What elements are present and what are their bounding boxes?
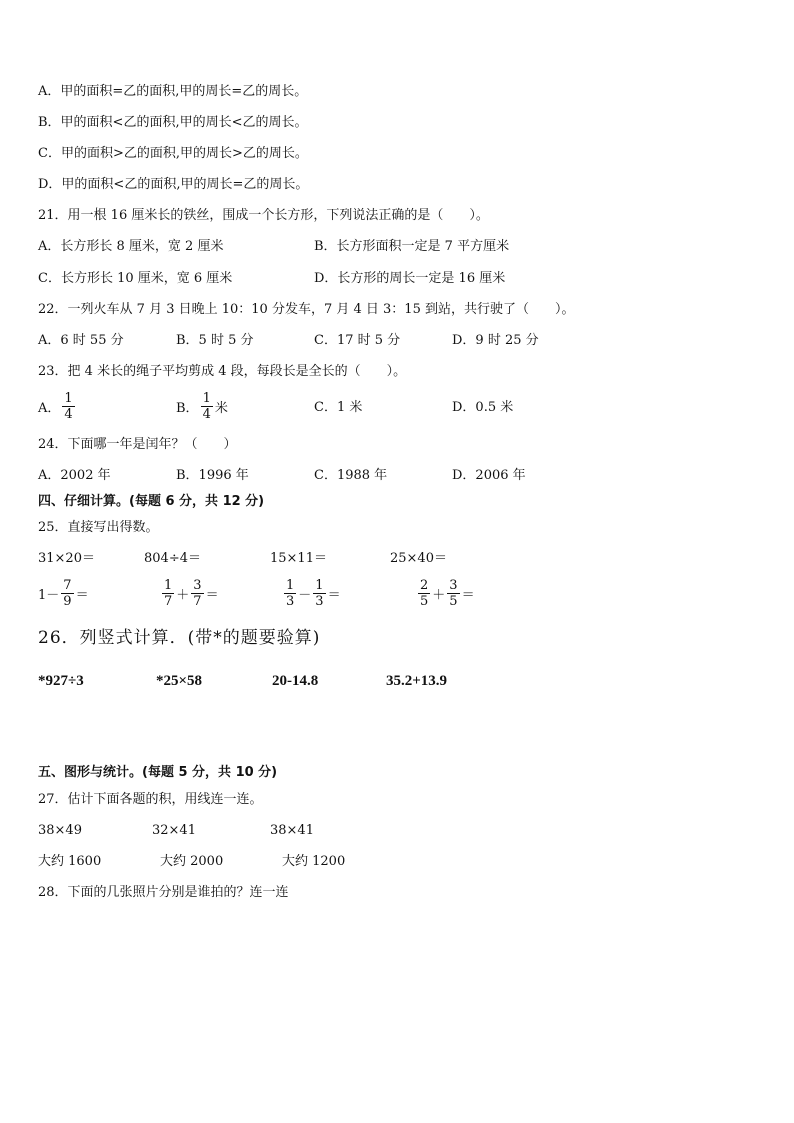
denominator: 4: [202, 407, 211, 422]
numerator: 3: [193, 578, 202, 593]
numerator: 3: [449, 578, 458, 593]
operator: ＋: [432, 588, 446, 603]
fraction: [201, 391, 213, 422]
q23-option-b-label: B．: [176, 401, 199, 416]
fraction: [191, 578, 203, 609]
q25-fraction-expr-2: [160, 578, 219, 609]
denominator: 9: [63, 594, 72, 609]
q26-item-2: *25×58: [156, 673, 203, 689]
q26-item-1: *927÷3: [38, 673, 84, 689]
q28-stem: 28．下面的几张照片分别是谁拍的？连一连: [38, 885, 289, 900]
denominator: 7: [164, 594, 173, 609]
q21-stem: 21．用一根 16 厘米长的铁丝，围成一个长方形，下列说法正确的是（ ）。: [38, 208, 489, 223]
q21-option-b: B．长方形面积一定是 7 平方厘米: [314, 239, 510, 254]
q26-item-4: 35.2+13.9: [386, 673, 448, 689]
q23-option-a: [38, 391, 77, 422]
q20-option-a: A．甲的面积=乙的面积,甲的周长=乙的周长。: [38, 84, 308, 99]
q23-stem: 23．把 4 米长的绳子平均剪成 4 段，每段长是全长的（ ）。: [38, 364, 407, 379]
numerator: 2: [420, 578, 429, 593]
section-5-heading: 五、图形与统计。(每题 5 分，共 10 分): [38, 765, 278, 780]
fraction: [284, 578, 296, 609]
unit: 米: [214, 401, 228, 416]
q27-estimate-1: 大约 1600: [38, 854, 102, 869]
q24-stem: 24．下面哪一年是闰年？（ ）: [38, 437, 237, 452]
numerator: 1: [286, 578, 295, 593]
q20-option-d: D．甲的面积<乙的面积,甲的周长=乙的周长。: [38, 177, 309, 192]
q25-fraction-expr-1: [38, 578, 89, 609]
fraction: [447, 578, 459, 609]
equals-sign: ＝: [75, 588, 89, 603]
q25-fraction-expr-4: [416, 578, 475, 609]
q22-option-d: D．9 时 25 分: [452, 333, 539, 348]
q23-option-c: C．1 米: [314, 400, 363, 415]
q21-option-c: C．长方形长 10 厘米，宽 6 厘米: [38, 271, 233, 286]
q22-stem: 22．一列火车从 7 月 3 日晚上 10：10 分发车，7 月 4 日 3：15 到站，共行驶了（ ）。: [38, 302, 575, 317]
numerator: 7: [63, 578, 72, 593]
fraction: [313, 578, 325, 609]
fraction: [162, 578, 174, 609]
q23-option-b: [176, 391, 228, 422]
q21-option-d: D．长方形的周长一定是 16 厘米: [314, 271, 506, 286]
q24-option-b: B．1996 年: [176, 468, 249, 483]
q25-stem: 25．直接写出得数。: [38, 520, 159, 535]
fraction: [418, 578, 430, 609]
q23-option-a-label: A．: [38, 401, 61, 416]
q22-option-a: A．6 时 55 分: [38, 333, 124, 348]
q22-option-c: C．17 时 5 分: [314, 333, 401, 348]
q24-option-d: D．2006 年: [452, 468, 526, 483]
denominator: 5: [420, 594, 429, 609]
q27-product-2: 32×41: [152, 823, 196, 838]
operator: －: [298, 588, 312, 603]
q24-option-a: A．2002 年: [38, 468, 111, 483]
q25-calc-4: 25×40＝: [390, 551, 447, 566]
expr-prefix: 1－: [38, 588, 60, 603]
numerator: 1: [164, 578, 173, 593]
q27-estimate-2: 大约 2000: [160, 854, 224, 869]
operator: ＋: [176, 588, 190, 603]
denominator: 3: [286, 594, 295, 609]
q20-option-b: B．甲的面积<乙的面积,甲的周长<乙的周长。: [38, 115, 308, 130]
q25-calc-2: 804÷4＝: [144, 551, 201, 566]
q26-stem: 26．列竖式计算．(带*的题要验算): [38, 628, 321, 648]
q22-option-b: B．5 时 5 分: [176, 333, 254, 348]
q26-item-3: 20-14.8: [272, 673, 319, 689]
q25-calc-1: 31×20＝: [38, 551, 95, 566]
denominator: 4: [64, 407, 73, 422]
q21-option-a: A．长方形长 8 厘米，宽 2 厘米: [38, 239, 224, 254]
equals-sign: ＝: [461, 588, 475, 603]
numerator: 1: [202, 391, 211, 406]
equals-sign: ＝: [327, 588, 341, 603]
fraction: [62, 391, 74, 422]
q27-estimate-3: 大约 1200: [282, 854, 346, 869]
q27-stem: 27．估计下面各题的积，用线连一连。: [38, 792, 263, 807]
fraction: [61, 578, 73, 609]
q27-product-1: 38×49: [38, 823, 82, 838]
q23-option-d: D．0.5 米: [452, 400, 514, 415]
q24-option-c: C．1988 年: [314, 468, 388, 483]
numerator: 1: [315, 578, 324, 593]
q25-fraction-expr-3: [282, 578, 341, 609]
section-4-heading: 四、仔细计算。(每题 6 分，共 12 分): [38, 494, 265, 509]
q20-option-c: C．甲的面积>乙的面积,甲的周长>乙的周长。: [38, 146, 308, 161]
denominator: 3: [315, 594, 324, 609]
q25-calc-3: 15×11＝: [270, 551, 327, 566]
denominator: 5: [449, 594, 458, 609]
numerator: 1: [64, 391, 73, 406]
denominator: 7: [193, 594, 202, 609]
equals-sign: ＝: [205, 588, 219, 603]
q27-product-3: 38×41: [270, 823, 314, 838]
